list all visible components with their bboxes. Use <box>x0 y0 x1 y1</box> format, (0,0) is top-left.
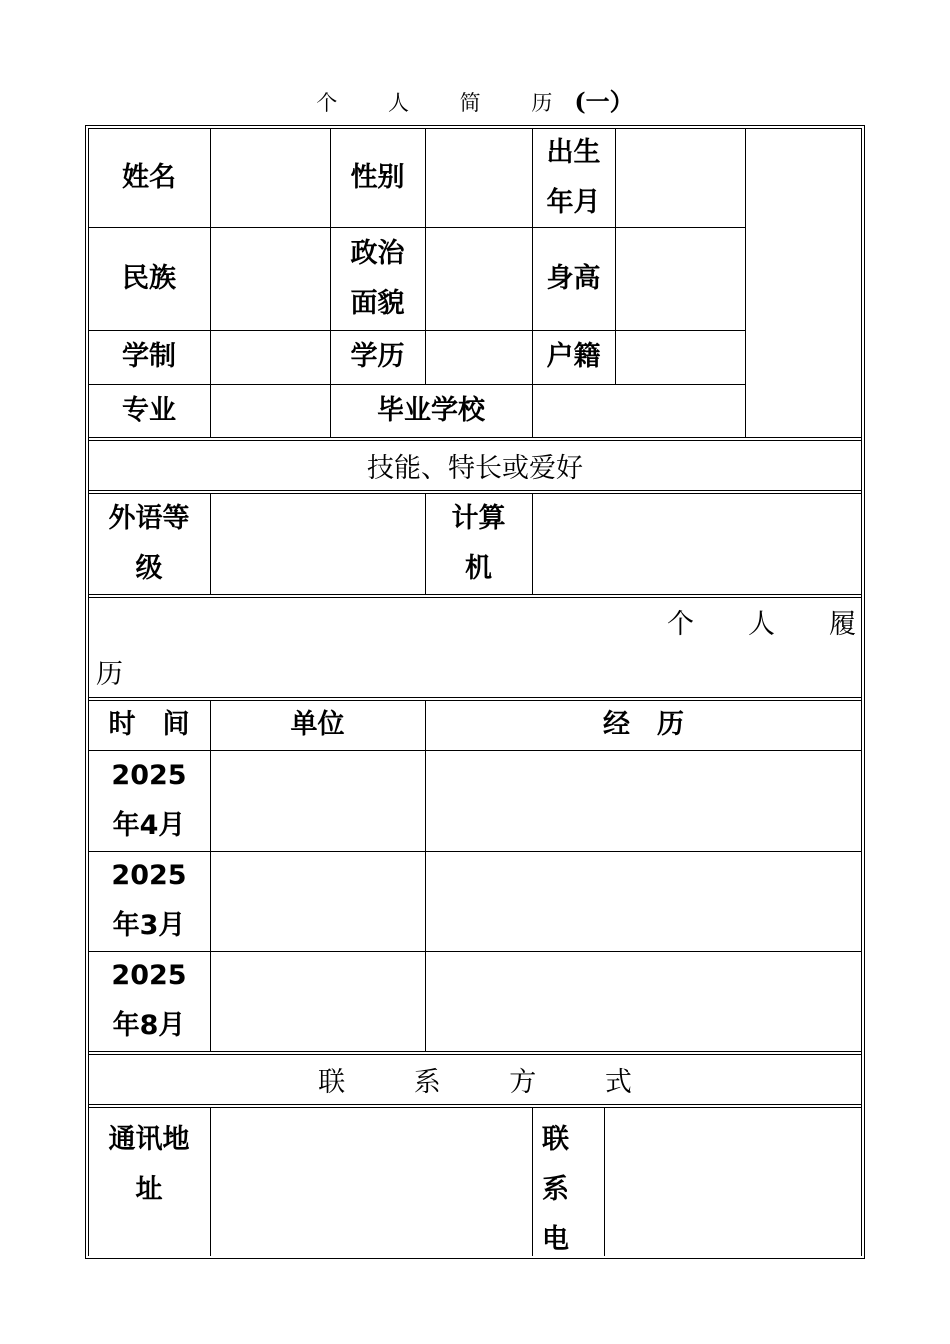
divider <box>88 597 862 598</box>
divider <box>210 493 211 594</box>
table-row-unit[interactable] <box>210 750 425 851</box>
table-row-experience[interactable] <box>425 951 862 1051</box>
ethnicity-label: 民族 <box>122 262 176 294</box>
computer-skill-label: 计算机 <box>451 502 506 584</box>
table-row-unit[interactable] <box>210 951 425 1051</box>
unit-column-header: 单位 <box>290 709 345 740</box>
name-label: 姓名 <box>122 161 176 193</box>
page-title <box>0 82 950 117</box>
divider <box>425 128 426 384</box>
birth-date-label: 出生年月 <box>546 136 601 218</box>
table-row-unit[interactable] <box>210 851 425 951</box>
divider <box>745 128 746 437</box>
height-label: 身高 <box>546 262 601 294</box>
graduated-school-label: 毕业学校 <box>377 394 485 426</box>
contact-phone-label: 联系电 <box>542 1124 569 1255</box>
major-label: 专业 <box>122 394 176 426</box>
resume-heading <box>96 600 856 697</box>
divider <box>88 437 862 438</box>
divider <box>88 594 862 595</box>
gender-label: 性别 <box>350 161 405 193</box>
table-row-time: 2025年4月 <box>111 759 187 841</box>
education-label: 学历 <box>350 341 405 372</box>
contact-heading: 联 系 方 式 <box>318 1066 662 1098</box>
table-row-experience[interactable] <box>425 851 862 951</box>
divider <box>210 128 211 437</box>
divider <box>88 1104 862 1105</box>
title-number: (一） <box>574 87 634 116</box>
table-row-time: 2025年8月 <box>111 960 187 1041</box>
time-column-header: 时 间 <box>108 709 190 740</box>
divider <box>88 1051 862 1052</box>
household-label: 户籍 <box>546 341 601 372</box>
political-status-label: 政治面貌 <box>350 237 405 319</box>
table-row-experience[interactable] <box>425 750 862 851</box>
divider <box>615 128 616 384</box>
mailing-address-label: 通讯地址 <box>108 1124 190 1205</box>
divider <box>532 493 533 594</box>
divider <box>88 490 862 491</box>
resume-heading-line1: 个 人 履 <box>667 609 856 640</box>
experience-column-header: 经 历 <box>603 709 684 740</box>
divider <box>604 1107 605 1256</box>
study-length-label: 学制 <box>122 341 176 372</box>
foreign-language-label: 外语等级 <box>108 502 190 584</box>
resume-heading-line2: 历 <box>96 659 123 690</box>
divider <box>210 1107 211 1256</box>
title-main: 个 人 简 历 <box>316 91 575 115</box>
table-row-time: 2025年3月 <box>111 860 187 941</box>
skills-heading: 技能、特长或爱好 <box>367 452 583 484</box>
